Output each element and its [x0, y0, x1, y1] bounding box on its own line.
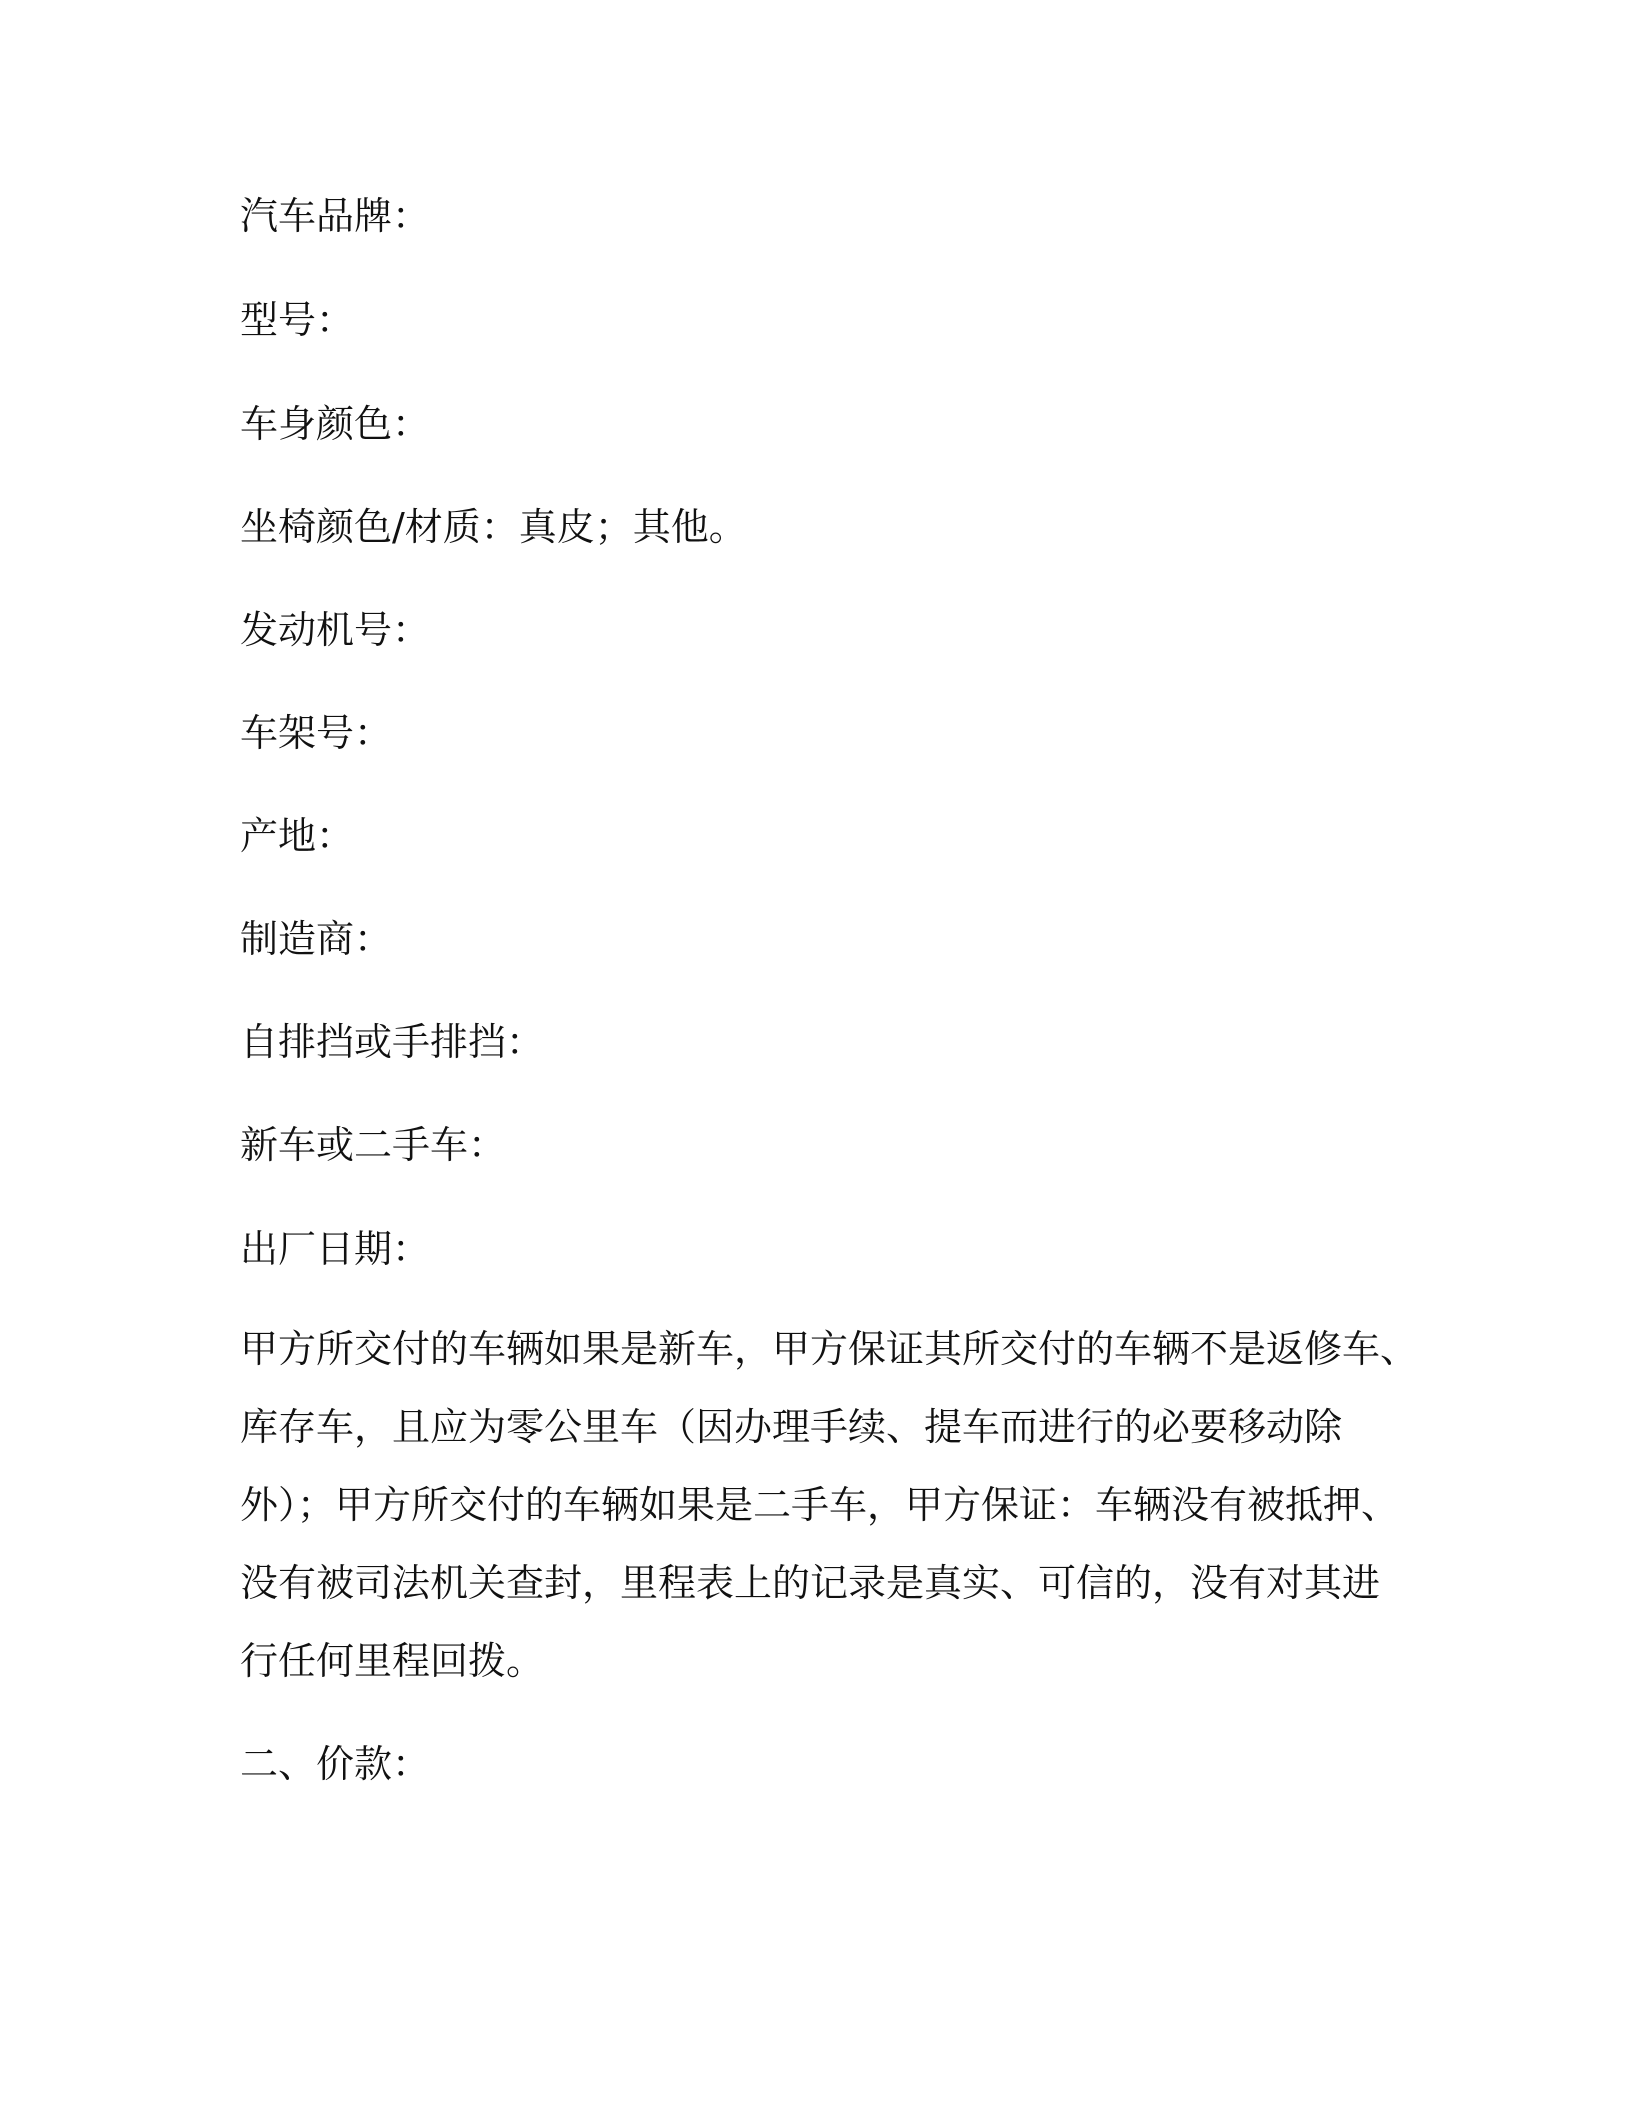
paragraph-line: 行任何里程回拨。 [240, 1639, 545, 1683]
paragraph-line: 没有被司法机关查封，里程表上的记录是真实、可信的，没有对其进 [240, 1561, 1381, 1605]
field-manufacturer: 制造商： [240, 917, 393, 961]
field-model: 型号： [240, 298, 355, 342]
paragraph-line: 甲方所交付的车辆如果是新车，甲方保证其所交付的车辆不是返修车、 [240, 1327, 1419, 1371]
paragraph-line: 外）；甲方所交付的车辆如果是二手车，甲方保证：车辆没有被抵押、 [240, 1483, 1400, 1527]
field-engine-number: 发动机号： [240, 608, 431, 652]
field-car-brand: 汽车品牌： [240, 194, 431, 238]
field-frame-number: 车架号： [240, 711, 393, 755]
field-origin: 产地： [240, 814, 355, 858]
field-new-or-used: 新车或二手车： [240, 1123, 507, 1167]
field-transmission: 自排挡或手排挡： [240, 1020, 545, 1064]
field-seat-color-material: 坐椅颜色/材质：真皮；其他。 [240, 505, 747, 549]
field-body-color: 车身颜色： [240, 402, 431, 446]
paragraph-line: 库存车，且应为零公里车（因办理手续、提车而进行的必要移动除 [240, 1405, 1343, 1449]
section-heading-price: 二、价款： [240, 1742, 431, 1786]
guarantee-paragraph [240, 1310, 1419, 1700]
field-manufacture-date: 出厂日期： [240, 1227, 431, 1271]
